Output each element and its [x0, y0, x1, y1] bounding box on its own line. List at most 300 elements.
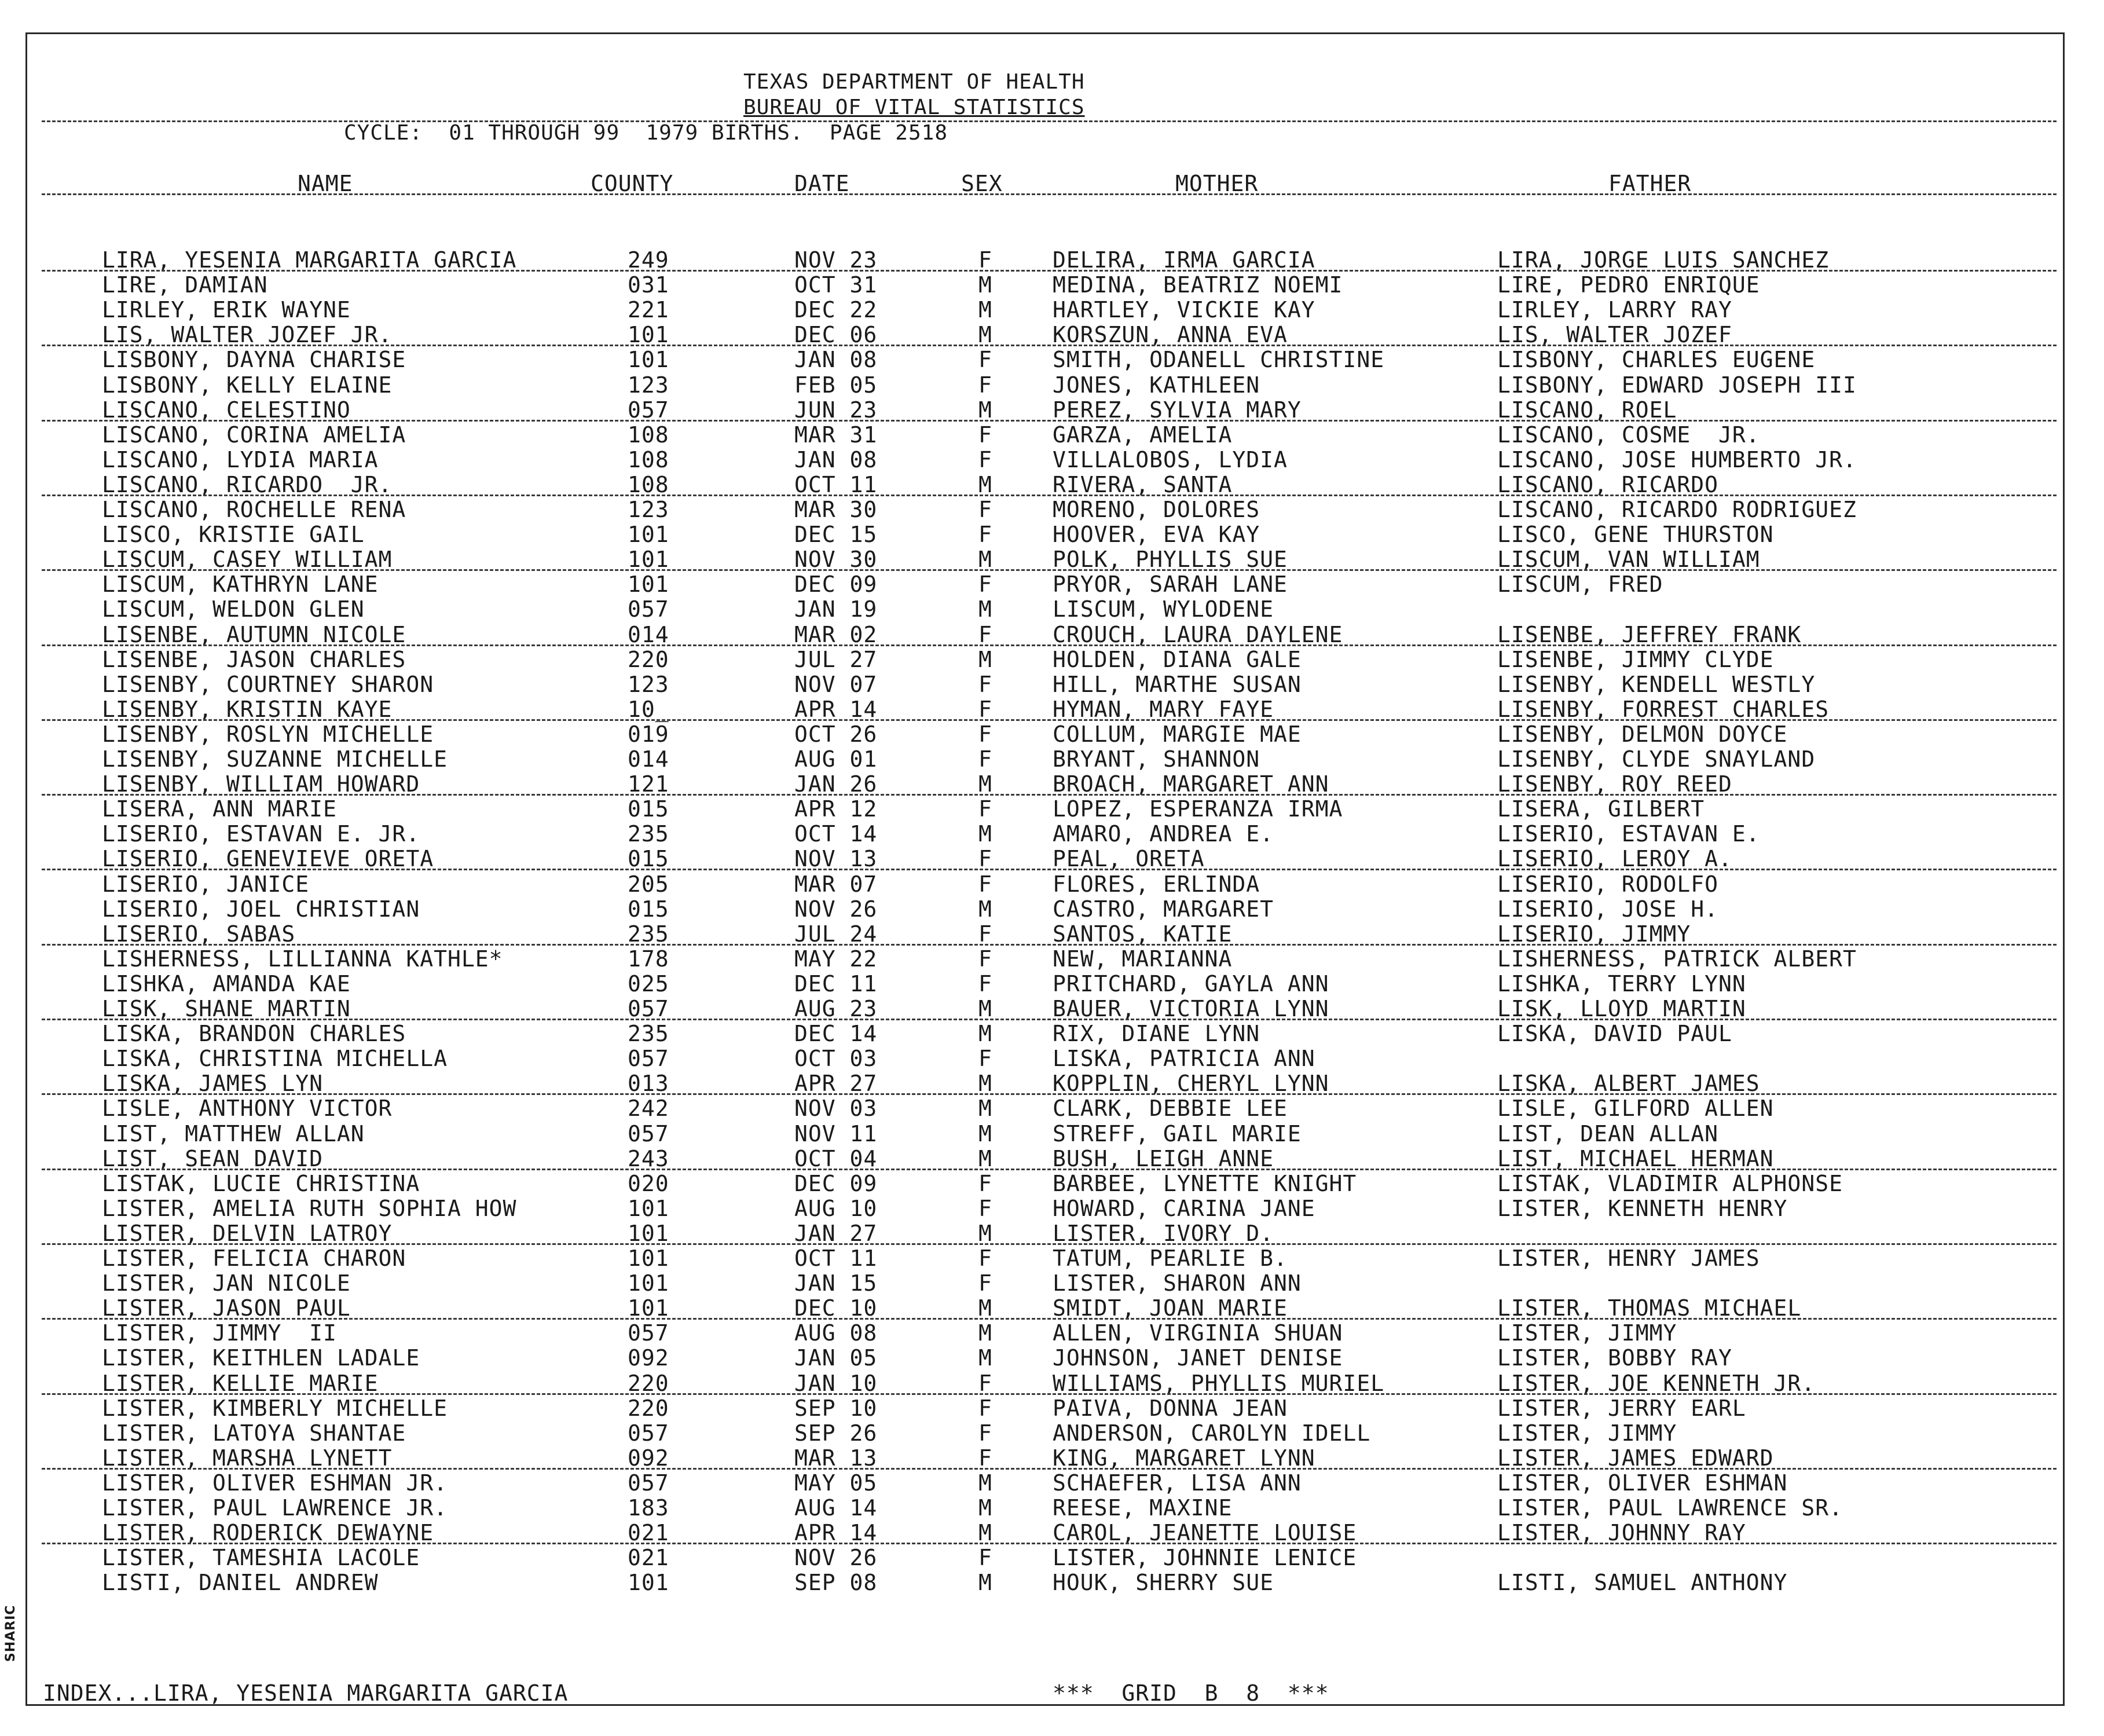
record-father: LISTI, SAMUEL ANTHONY — [1497, 1570, 1788, 1596]
record-father: LISKA, DAVID PAUL — [1497, 1021, 1732, 1047]
record-date: DEC 06 — [794, 322, 878, 348]
record-sex: F — [978, 1170, 992, 1196]
record-county: 101 — [628, 1570, 669, 1596]
record-county: 092 — [628, 1345, 669, 1371]
record-sex: M — [978, 1220, 992, 1246]
record-father: LIS, WALTER JOZEF — [1497, 322, 1732, 348]
record-row — [0, 922, 2104, 946]
record-father: LISTER, THOMAS MICHAEL — [1497, 1295, 1802, 1321]
record-county: 10_ — [628, 696, 669, 722]
record-mother: CAROL, JEANETTE LOUISE — [1053, 1520, 1357, 1546]
record-county: 108 — [628, 446, 669, 473]
record-mother: AMARO, ANDREA E. — [1053, 821, 1274, 847]
record-name: LISERIO, JOEL CHRISTIAN — [102, 896, 420, 922]
record-father: LISENBY, KENDELL WESTLY — [1497, 671, 1816, 697]
record-row — [0, 497, 2104, 522]
record-date: AUG 10 — [794, 1195, 878, 1221]
record-row — [0, 347, 2104, 372]
record-row — [0, 1046, 2104, 1071]
record-county: 220 — [628, 1370, 669, 1396]
record-sex: F — [978, 1046, 992, 1072]
record-county: 101 — [628, 1295, 669, 1321]
record-father: LISTER, JAMES EDWARD — [1497, 1445, 1774, 1471]
record-sex: F — [978, 1370, 992, 1396]
record-father: LISERIO, LEROY A. — [1497, 846, 1732, 872]
record-county: 235 — [628, 821, 669, 847]
record-name: LISCUM, CASEY WILLIAM — [102, 547, 393, 573]
record-mother: ANDERSON, CAROLYN IDELL — [1053, 1420, 1371, 1446]
record-row — [0, 1196, 2104, 1221]
record-name: LISERIO, ESTAVAN E. JR. — [102, 821, 420, 847]
record-mother: CASTRO, MARGARET — [1053, 896, 1274, 922]
record-sex: M — [978, 1520, 992, 1546]
record-county: 014 — [628, 621, 669, 647]
record-sex: M — [978, 1470, 992, 1496]
record-date: MAR 31 — [794, 422, 878, 448]
record-name: LIST, SEAN DAVID — [102, 1145, 324, 1171]
column-header-sex: SEX — [961, 171, 1003, 196]
record-county: 183 — [628, 1495, 669, 1521]
record-county: 123 — [628, 497, 669, 522]
record-name: LISERIO, GENEVIEVE ORETA — [102, 846, 434, 872]
column-headers — [0, 171, 2104, 196]
record-date: JAN 27 — [794, 1220, 878, 1246]
record-date: NOV 03 — [794, 1096, 878, 1122]
record-sex: F — [978, 422, 992, 448]
record-father: LISERA, GILBERT — [1497, 796, 1705, 822]
record-date: JAN 05 — [794, 1345, 878, 1371]
record-name: LISENBY, SUZANNE MICHELLE — [102, 746, 448, 772]
record-mother: HOWARD, CARINA JANE — [1053, 1195, 1315, 1221]
record-county: 101 — [628, 322, 669, 348]
record-name: LISTER, KELLIE MARIE — [102, 1370, 379, 1396]
record-name: LISCANO, RICARDO JR. — [102, 471, 393, 497]
record-mother: BROACH, MARGARET ANN — [1053, 771, 1329, 797]
record-date: OCT 11 — [794, 1246, 878, 1271]
record-row — [0, 597, 2104, 621]
record-county: 221 — [628, 297, 669, 323]
record-county: 178 — [628, 946, 669, 972]
record-mother: PEAL, ORETA — [1053, 846, 1205, 872]
record-date: AUG 14 — [794, 1495, 878, 1521]
record-sex: M — [978, 1495, 992, 1521]
record-mother: CLARK, DEBBIE LEE — [1053, 1096, 1288, 1122]
record-name: LISTER, JASON PAUL — [102, 1295, 351, 1321]
record-name: LIRLEY, ERIK WAYNE — [102, 297, 351, 323]
record-sex: M — [978, 896, 992, 922]
record-county: 101 — [628, 1195, 669, 1221]
record-county: 101 — [628, 572, 669, 598]
record-father: LISCO, GENE THURSTON — [1497, 522, 1774, 548]
record-county: 101 — [628, 1220, 669, 1246]
record-mother: CROUCH, LAURA DAYLENE — [1053, 621, 1343, 647]
record-sex: F — [978, 921, 992, 947]
record-date: MAR 13 — [794, 1445, 878, 1471]
record-county: 014 — [628, 746, 669, 772]
record-date: AUG 08 — [794, 1320, 878, 1346]
record-row — [0, 1271, 2104, 1295]
record-father: LISENBE, JEFFREY FRANK — [1497, 621, 1802, 647]
record-name: LISENBY, COURTNEY SHARON — [102, 671, 434, 697]
record-father: LISCANO, RICARDO RODRIGUEZ — [1497, 497, 1857, 522]
record-mother: KOPPLIN, CHERYL LYNN — [1053, 1071, 1329, 1097]
record-sex: F — [978, 746, 992, 772]
record-father: LIST, MICHAEL HERMAN — [1497, 1145, 1774, 1171]
record-mother: HYMAN, MARY FAYE — [1053, 696, 1274, 722]
record-row — [0, 747, 2104, 771]
record-sex: M — [978, 1096, 992, 1122]
record-date: JAN 08 — [794, 347, 878, 373]
record-mother: DELIRA, IRMA GARCIA — [1053, 247, 1315, 273]
record-row — [0, 1346, 2104, 1370]
footer-index: INDEX...LIRA, YESENIA MARGARITA GARCIA — [43, 1680, 569, 1706]
record-row — [0, 972, 2104, 996]
record-name: LISTER, RODERICK DEWAYNE — [102, 1520, 434, 1546]
record-name: LISERIO, JANICE — [102, 871, 310, 897]
record-sex: F — [978, 946, 992, 972]
record-sex: F — [978, 1420, 992, 1446]
record-father: LISENBY, DELMON DOYCE — [1497, 721, 1788, 747]
header-bureau: BUREAU OF VITAL STATISTICS — [743, 96, 1085, 119]
record-name: LISTER, KIMBERLY MICHELLE — [102, 1395, 448, 1421]
record-sex: F — [978, 522, 992, 548]
record-father: LIRE, PEDRO ENRIQUE — [1497, 272, 1760, 298]
record-row — [0, 822, 2104, 846]
record-name: LISBONY, DAYNA CHARISE — [102, 347, 406, 373]
record-county: 013 — [628, 1071, 669, 1097]
record-date: OCT 31 — [794, 272, 878, 298]
record-father: LISBONY, EDWARD JOSEPH III — [1497, 372, 1857, 398]
record-sex: F — [978, 871, 992, 897]
column-header-county: COUNTY — [591, 171, 674, 196]
record-father: LISCANO, COSME JR. — [1497, 422, 1760, 448]
column-header-mother: MOTHER — [1175, 171, 1259, 196]
record-mother: SMITH, ODANELL CHRISTINE — [1053, 347, 1385, 373]
record-sex: F — [978, 347, 992, 373]
record-row — [0, 1071, 2104, 1096]
record-sex: M — [978, 471, 992, 497]
record-sex: F — [978, 621, 992, 647]
record-father: LISTER, JOHNNY RAY — [1497, 1520, 1746, 1546]
record-mother: BRYANT, SHANNON — [1053, 746, 1260, 772]
record-row — [0, 423, 2104, 447]
record-mother: PAIVA, DONNA JEAN — [1053, 1395, 1288, 1421]
record-mother: TATUM, PEARLIE B. — [1053, 1246, 1288, 1271]
record-mother: SMIDT, JOAN MARIE — [1053, 1295, 1288, 1321]
record-father: LISCANO, JOSE HUMBERTO JR. — [1497, 446, 1857, 473]
record-row — [0, 772, 2104, 796]
record-date: JAN 26 — [794, 771, 878, 797]
record-row — [0, 1496, 2104, 1520]
record-date: JUN 23 — [794, 397, 878, 423]
record-county: 031 — [628, 272, 669, 298]
record-name: LISTER, JIMMY II — [102, 1320, 337, 1346]
record-name: LISTER, PAUL LAWRENCE JR. — [102, 1495, 448, 1521]
record-county: 057 — [628, 397, 669, 423]
record-father: LISLE, GILFORD ALLEN — [1497, 1096, 1774, 1122]
record-row — [0, 1221, 2104, 1246]
record-sex: F — [978, 1195, 992, 1221]
record-mother: PRYOR, SARAH LANE — [1053, 572, 1288, 598]
record-date: DEC 11 — [794, 970, 878, 997]
record-county: 092 — [628, 1445, 669, 1471]
record-father: LISTER, JOE KENNETH JR. — [1497, 1370, 1816, 1396]
record-sex: M — [978, 1071, 992, 1097]
record-father: LISHERNESS, PATRICK ALBERT — [1497, 946, 1857, 972]
record-sex: M — [978, 322, 992, 348]
record-father: LISERIO, JIMMY — [1497, 921, 1691, 947]
record-date: MAR 30 — [794, 497, 878, 522]
record-row — [0, 997, 2104, 1021]
record-date: MAR 02 — [794, 621, 878, 647]
record-name: LISENBE, JASON CHARLES — [102, 646, 406, 672]
record-date: MAR 07 — [794, 871, 878, 897]
record-date: DEC 09 — [794, 572, 878, 598]
record-row — [0, 273, 2104, 297]
record-date: DEC 22 — [794, 297, 878, 323]
record-mother: BUSH, LEIGH ANNE — [1053, 1145, 1274, 1171]
record-county: 057 — [628, 996, 669, 1021]
record-row — [0, 473, 2104, 497]
record-row — [0, 1446, 2104, 1470]
record-date: DEC 15 — [794, 522, 878, 548]
record-name: LISTER, FELICIA CHARON — [102, 1246, 406, 1271]
record-mother: HARTLEY, VICKIE KAY — [1053, 297, 1315, 323]
record-date: JAN 08 — [794, 446, 878, 473]
record-name: LISCANO, CORINA AMELIA — [102, 422, 406, 448]
record-date: NOV 11 — [794, 1120, 878, 1147]
record-sex: M — [978, 272, 992, 298]
record-name: LISERIO, SABAS — [102, 921, 296, 947]
record-date: OCT 03 — [794, 1046, 878, 1072]
header-department: TEXAS DEPARTMENT OF HEALTH — [743, 70, 1085, 94]
record-row — [0, 547, 2104, 572]
record-name: LISENBE, AUTUMN NICOLE — [102, 621, 406, 647]
record-row — [0, 323, 2104, 347]
record-row — [0, 1545, 2104, 1570]
record-mother: BARBEE, LYNETTE KNIGHT — [1053, 1170, 1357, 1196]
record-county: 057 — [628, 1470, 669, 1496]
record-county: 101 — [628, 1246, 669, 1271]
record-row — [0, 622, 2104, 647]
record-name: LISHKA, AMANDA KAE — [102, 970, 351, 997]
side-label: SHARIC — [3, 1605, 18, 1662]
record-mother: NEW, MARIANNA — [1053, 946, 1233, 972]
record-name: LISKA, CHRISTINA MICHELLA — [102, 1046, 448, 1072]
record-date: APR 14 — [794, 696, 878, 722]
record-father: LISTER, OLIVER ESHMAN — [1497, 1470, 1788, 1496]
record-sex: M — [978, 596, 992, 622]
record-county: 108 — [628, 471, 669, 497]
record-date: APR 12 — [794, 796, 878, 822]
record-row — [0, 1096, 2104, 1120]
record-date: NOV 26 — [794, 1545, 878, 1571]
record-mother: JONES, KATHLEEN — [1053, 372, 1260, 398]
record-sex: F — [978, 1545, 992, 1571]
record-row — [0, 1021, 2104, 1046]
column-header-father: FATHER — [1608, 171, 1692, 196]
record-county: 057 — [628, 1046, 669, 1072]
record-mother: GARZA, AMELIA — [1053, 422, 1233, 448]
record-father: LISTER, JERRY EARL — [1497, 1395, 1746, 1421]
record-name: LISK, SHANE MARTIN — [102, 996, 351, 1021]
record-sex: M — [978, 1320, 992, 1346]
record-date: DEC 14 — [794, 1021, 878, 1047]
record-county: 205 — [628, 871, 669, 897]
record-date: SEP 08 — [794, 1570, 878, 1596]
record-date: DEC 09 — [794, 1170, 878, 1196]
record-mother: FLORES, ERLINDA — [1053, 871, 1260, 897]
record-name: LISCANO, ROCHELLE RENA — [102, 497, 406, 522]
record-date: SEP 10 — [794, 1395, 878, 1421]
record-mother: LISKA, PATRICIA ANN — [1053, 1046, 1315, 1072]
record-sex: F — [978, 247, 992, 273]
record-county: 249 — [628, 247, 669, 273]
record-mother: HILL, MARTHE SUSAN — [1053, 671, 1302, 697]
record-sex: F — [978, 372, 992, 398]
record-mother: MEDINA, BEATRIZ NOEMI — [1053, 272, 1343, 298]
record-sex: F — [978, 846, 992, 872]
record-name: LIST, MATTHEW ALLAN — [102, 1120, 365, 1147]
record-father: LIRLEY, LARRY RAY — [1497, 297, 1732, 323]
record-sex: F — [978, 1246, 992, 1271]
record-county: 101 — [628, 522, 669, 548]
record-row — [0, 897, 2104, 921]
record-father: LISCANO, ROEL — [1497, 397, 1677, 423]
record-mother: SANTOS, KATIE — [1053, 921, 1233, 947]
record-name: LISTI, DANIEL ANDREW — [102, 1570, 379, 1596]
record-county: 123 — [628, 671, 669, 697]
record-father: LISKA, ALBERT JAMES — [1497, 1071, 1760, 1097]
record-mother: HOOVER, EVA KAY — [1053, 522, 1260, 548]
record-county: 235 — [628, 1021, 669, 1047]
record-county: 242 — [628, 1096, 669, 1122]
record-name: LIRA, YESENIA MARGARITA GARCIA — [102, 247, 517, 273]
record-name: LISENBY, KRISTIN KAYE — [102, 696, 393, 722]
record-father: LISERIO, RODOLFO — [1497, 871, 1719, 897]
record-father: LISTER, JIMMY — [1497, 1420, 1677, 1446]
record-mother: STREFF, GAIL MARIE — [1053, 1120, 1302, 1147]
record-mother: LISTER, IVORY D. — [1053, 1220, 1274, 1246]
record-sex: M — [978, 397, 992, 423]
record-sex: F — [978, 572, 992, 598]
record-sex: F — [978, 970, 992, 997]
record-sex: M — [978, 1145, 992, 1171]
record-sex: M — [978, 996, 992, 1021]
record-date: AUG 01 — [794, 746, 878, 772]
record-mother: BAUER, VICTORIA LYNN — [1053, 996, 1329, 1021]
record-sex: F — [978, 497, 992, 522]
record-father: LISHKA, TERRY LYNN — [1497, 970, 1746, 997]
record-row — [0, 248, 2104, 272]
record-date: JAN 10 — [794, 1370, 878, 1396]
record-county: 123 — [628, 372, 669, 398]
record-row — [0, 1171, 2104, 1196]
record-row — [0, 1296, 2104, 1320]
record-date: NOV 07 — [794, 671, 878, 697]
record-sex: F — [978, 671, 992, 697]
record-father: LIRA, JORGE LUIS SANCHEZ — [1497, 247, 1830, 273]
record-date: OCT 14 — [794, 821, 878, 847]
record-father: LISENBY, CLYDE SNAYLAND — [1497, 746, 1816, 772]
record-row — [0, 1122, 2104, 1146]
record-mother: LOPEZ, ESPERANZA IRMA — [1053, 796, 1343, 822]
record-name: LIS, WALTER JOZEF JR. — [102, 322, 393, 348]
record-name: LISTER, AMELIA RUTH SOPHIA HOW — [102, 1195, 517, 1221]
record-name: LISTAK, LUCIE CHRISTINA — [102, 1170, 420, 1196]
record-county: 235 — [628, 921, 669, 947]
record-row — [0, 847, 2104, 871]
record-date: NOV 30 — [794, 547, 878, 573]
record-name: LISCUM, WELDON GLEN — [102, 596, 365, 622]
record-sex: F — [978, 1270, 992, 1296]
record-date: SEP 26 — [794, 1420, 878, 1446]
record-county: 015 — [628, 846, 669, 872]
record-row — [0, 647, 2104, 672]
record-date: JUL 27 — [794, 646, 878, 672]
record-father: LISTER, HENRY JAMES — [1497, 1246, 1760, 1271]
record-row — [0, 1321, 2104, 1345]
record-sex: F — [978, 696, 992, 722]
record-father: LISTER, PAUL LAWRENCE SR. — [1497, 1495, 1843, 1521]
record-date: MAY 05 — [794, 1470, 878, 1496]
record-row — [0, 947, 2104, 971]
record-county: 057 — [628, 1320, 669, 1346]
record-county: 101 — [628, 1270, 669, 1296]
record-sex: M — [978, 771, 992, 797]
record-name: LISTER, LATOYA SHANTAE — [102, 1420, 406, 1446]
record-date: NOV 13 — [794, 846, 878, 872]
record-sex: M — [978, 1295, 992, 1321]
record-row — [0, 1471, 2104, 1495]
record-father: LISTAK, VLADIMIR ALPHONSE — [1497, 1170, 1843, 1196]
record-county: 015 — [628, 796, 669, 822]
record-date: JAN 19 — [794, 596, 878, 622]
record-row — [0, 872, 2104, 896]
record-date: OCT 04 — [794, 1145, 878, 1171]
record-father: LISCUM, VAN WILLIAM — [1497, 547, 1760, 573]
record-name: LISCANO, CELESTINO — [102, 397, 351, 423]
record-father: LISK, LLOYD MARTIN — [1497, 996, 1746, 1021]
record-sex: M — [978, 1345, 992, 1371]
record-row — [0, 797, 2104, 821]
record-row — [0, 522, 2104, 547]
record-row — [0, 1371, 2104, 1396]
record-mother: SCHAEFER, LISA ANN — [1053, 1470, 1302, 1496]
record-mother: LISCUM, WYLODENE — [1053, 596, 1274, 622]
record-father: LISENBY, FORREST CHARLES — [1497, 696, 1830, 722]
record-county: 057 — [628, 1420, 669, 1446]
record-mother: LISTER, SHARON ANN — [1053, 1270, 1302, 1296]
record-name: LIRE, DAMIAN — [102, 272, 268, 298]
record-county: 019 — [628, 721, 669, 747]
record-sex: M — [978, 1120, 992, 1147]
record-name: LISTER, TAMESHIA LACOLE — [102, 1545, 420, 1571]
record-row — [0, 1570, 2104, 1595]
record-mother: MORENO, DOLORES — [1053, 497, 1260, 522]
record-row — [0, 697, 2104, 721]
record-name: LISERA, ANN MARIE — [102, 796, 337, 822]
record-mother: HOUK, SHERRY SUE — [1053, 1570, 1274, 1596]
record-sex: F — [978, 1445, 992, 1471]
record-row — [0, 672, 2104, 697]
record-name: LISCO, KRISTIE GAIL — [102, 522, 365, 548]
record-row — [0, 373, 2104, 397]
record-row — [0, 298, 2104, 322]
record-father: LIST, DEAN ALLAN — [1497, 1120, 1719, 1147]
record-mother: WILLIAMS, PHYLLIS MURIEL — [1053, 1370, 1385, 1396]
record-county: 220 — [628, 1395, 669, 1421]
